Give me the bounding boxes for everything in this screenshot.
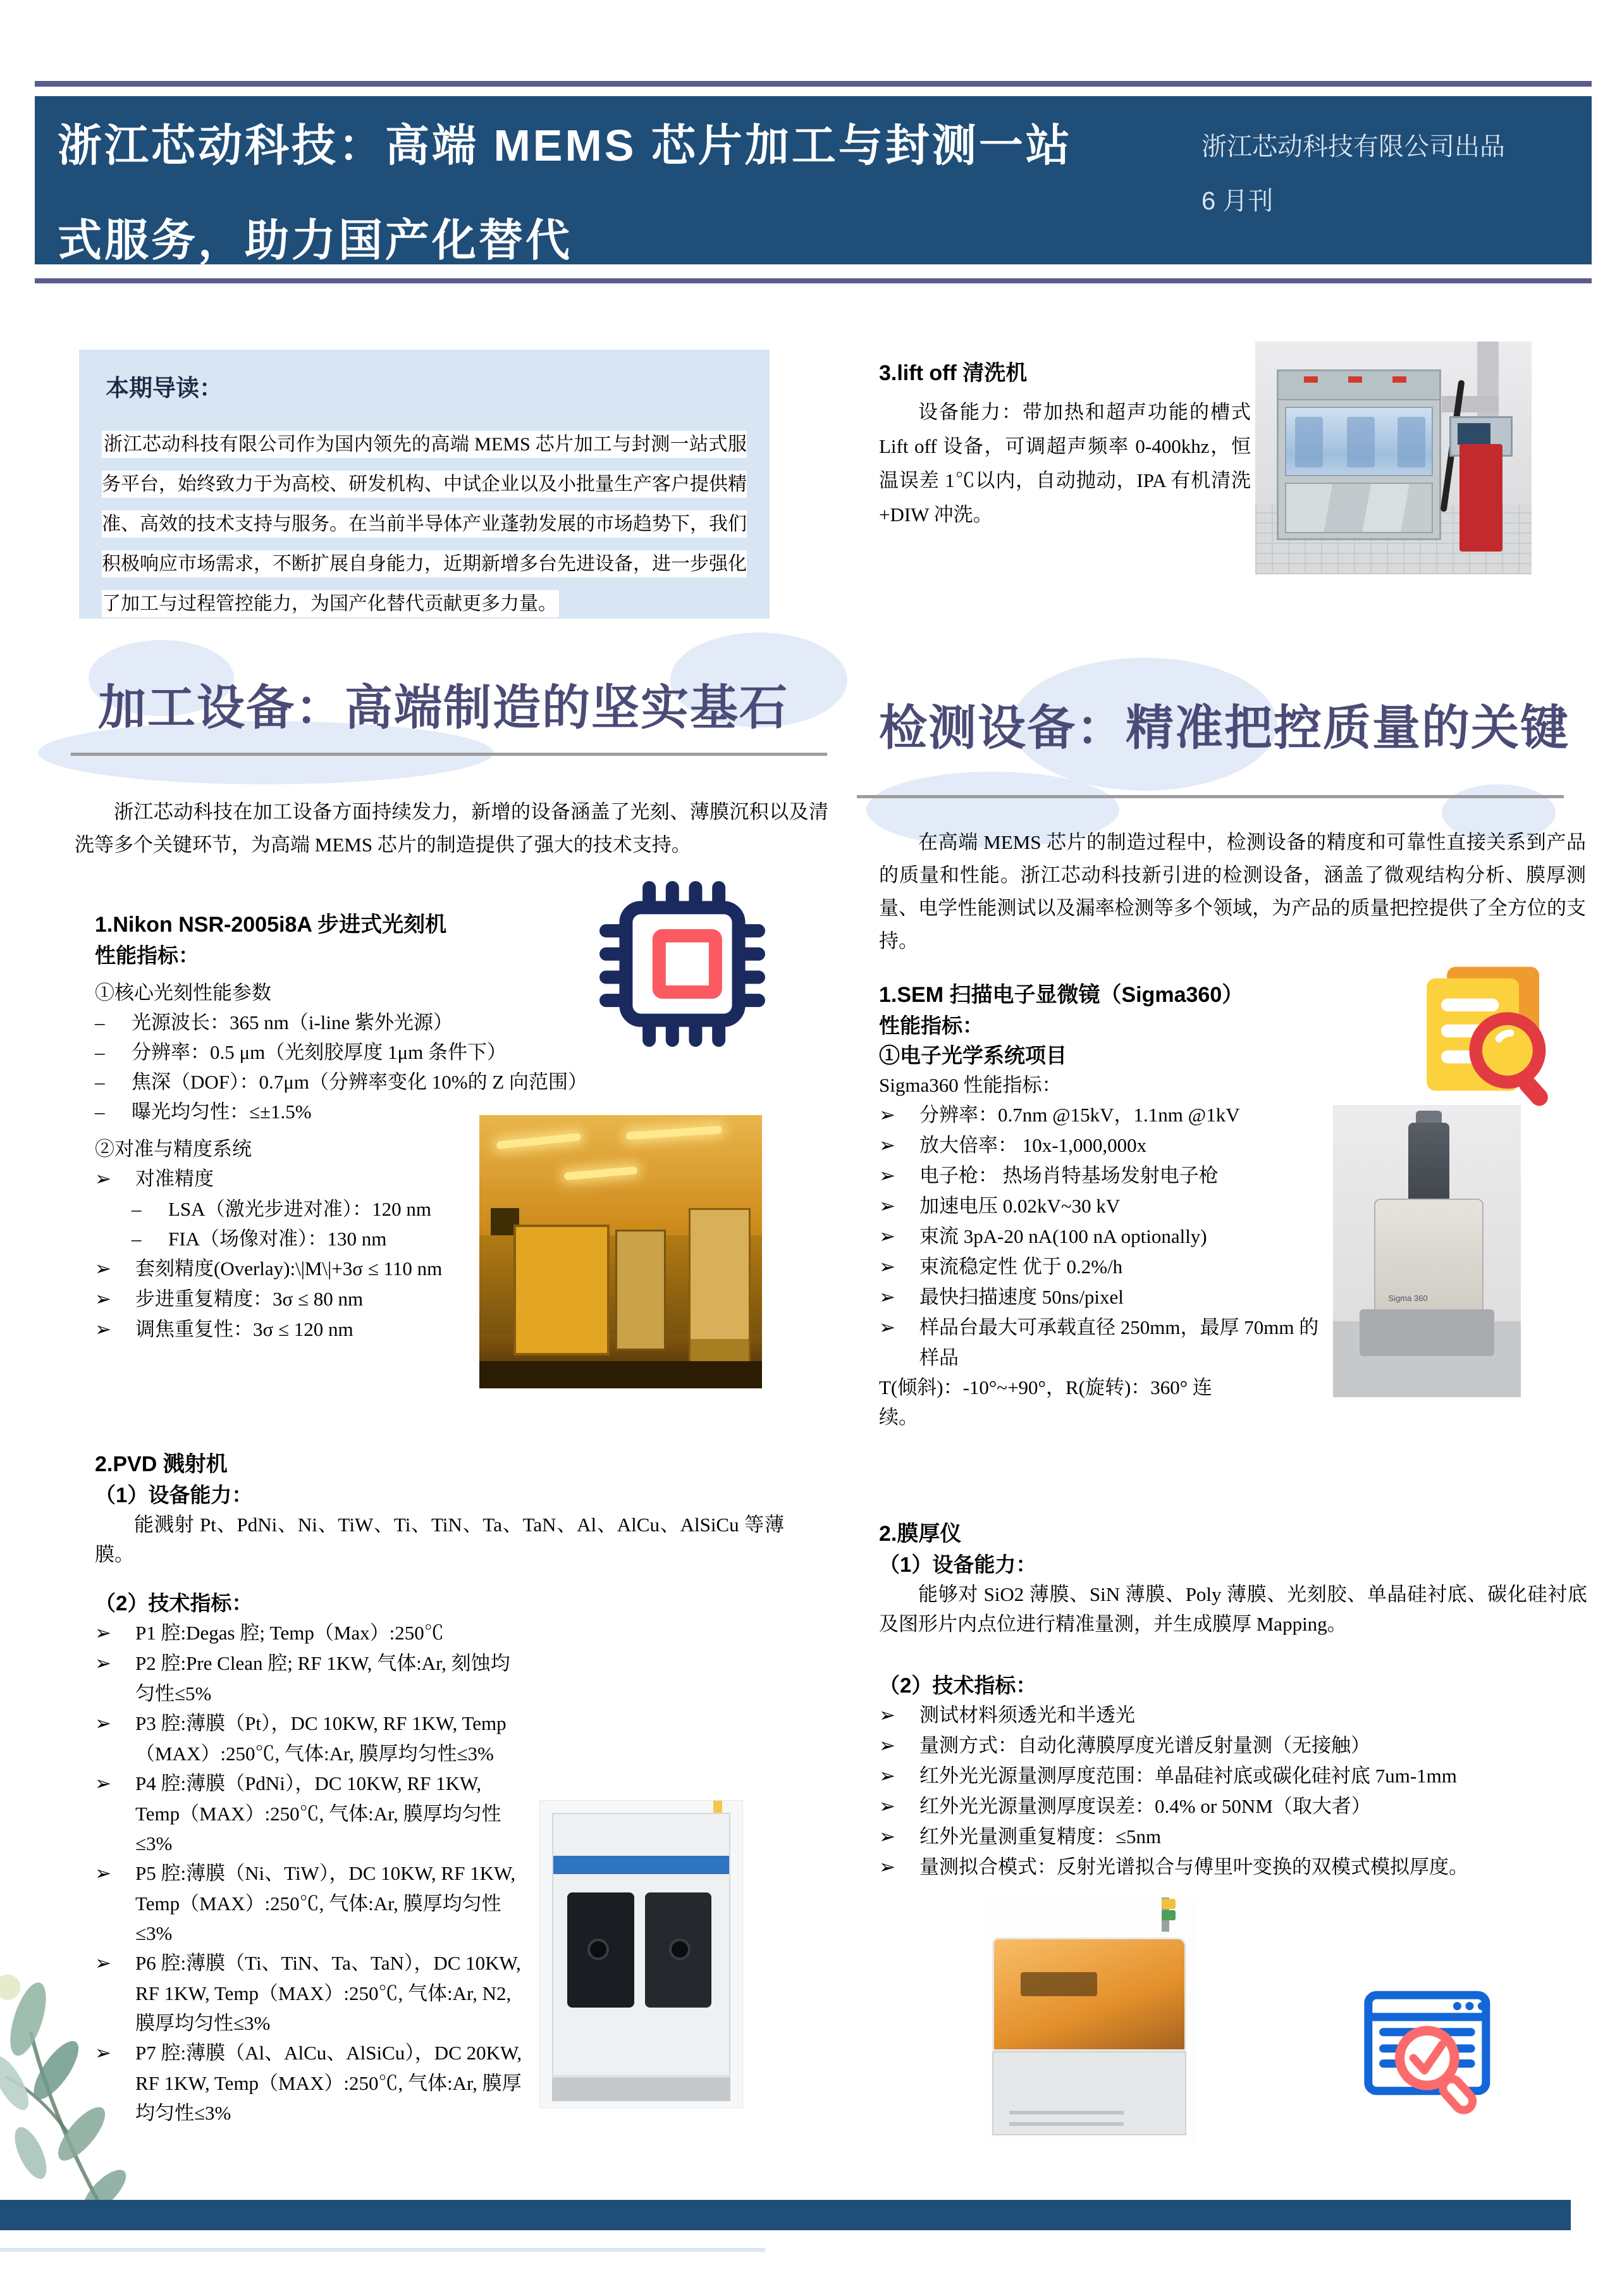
arrow-bullet-icon: ➢ — [879, 1195, 895, 1218]
list-item: ➢ 束流 3pA-20 nA(100 nA optionally) — [879, 1221, 1322, 1252]
thickness-gauge-photo — [984, 1898, 1195, 2145]
arrow-bullet-icon: ➢ — [95, 1652, 111, 1675]
webpage-check-icon — [1361, 1986, 1512, 2133]
arrow-bullet-icon: ➢ — [879, 1765, 895, 1787]
list-item: ➢ 步进重复精度：3σ ≤ 80 nm — [95, 1284, 512, 1314]
thickness-title: 2.膜厚仪 — [879, 1522, 962, 1546]
issue-label: 6 月刊 — [1201, 187, 1274, 215]
dash-icon: – — [95, 1071, 105, 1093]
dash-icon: – — [132, 1198, 142, 1220]
intro-box — [79, 350, 770, 619]
arrow-bullet-icon: ➢ — [879, 1704, 895, 1727]
arrow-bullet-icon: ➢ — [879, 1286, 895, 1309]
list-item: ➢ P2 腔:Pre Clean 腔; RF 1KW, 气体:Ar, 刻蚀均匀性≤5% — [95, 1648, 525, 1708]
arrow-bullet-icon: ➢ — [879, 1316, 895, 1339]
list-item: ➢ 量测拟合模式：反射光谱拟合与傅里叶变换的双模式模拟厚度。 — [879, 1852, 1600, 1882]
list-item: ➢ 红外光光源量测厚度误差：0.4% or 50NM（取大者） — [879, 1791, 1600, 1822]
list-item: ➢ 套刻精度(Overlay):\|M\|+3σ ≤ 110 nm — [95, 1254, 512, 1284]
list-item: ➢ 对准精度 — [95, 1164, 803, 1194]
process-section-intro: 浙江芯动科技在加工设备方面持续发力，新增的设备涵盖了光刻、薄膜沉积以及清洗等多个关键环节，为高端 MEMS 芯片的制造提供了强大的技术支持。 — [75, 801, 828, 856]
nikon-metrics-label: 性能指标： — [95, 944, 199, 967]
arrow-bullet-icon: ➢ — [95, 1772, 111, 1795]
arrow-bullet-icon: ➢ — [879, 1134, 895, 1157]
list-item: ➢ P4 腔:薄膜（PdNi），DC 10KW, RF 1KW, Temp（MAX）:250℃, 气体:Ar, 膜厚均匀性≤3% — [95, 1768, 525, 1858]
inspect-section-intro: 在高端 MEMS 芯片的制造过程中，检测设备的精度和可靠性直接关系到产品的质量和性能。浙江芯动科技新引进的检测设备，涵盖了微观结构分析、膜厚测量、电学性能测试以及漏率检测等多个领域，为产品的质量把控提供了全方位的支持。 — [879, 831, 1586, 952]
arrow-bullet-icon: ➢ — [95, 1318, 111, 1341]
sem-group1: ①电子光学系统项目 — [879, 1044, 1067, 1067]
dash-icon: – — [95, 1101, 105, 1123]
sem-sub-label: Sigma360 性能指标： — [879, 1074, 1062, 1096]
pvd-spec-label: （2）技术指标： — [95, 1591, 253, 1615]
arrow-bullet-icon: ➢ — [95, 1288, 111, 1311]
list-item: ➢ 最快扫描速度 50ns/pixel — [879, 1282, 1322, 1312]
nikon-title: 1.Nikon NSR-2005i8A 步进式光刻机 — [95, 913, 447, 937]
list-item: ➢ 红外光光源量测厚度范围：单晶硅衬底或碳化硅衬底 7um-1mm — [879, 1761, 1600, 1791]
list-item: ➢ P1 腔:Degas 腔; Temp（Max）:250℃ — [95, 1618, 525, 1648]
arrow-bullet-icon: ➢ — [879, 1856, 895, 1879]
list-item: – 焦深（DOF）：0.7μm（分辨率变化 10%的 Z 向范围） — [95, 1067, 803, 1097]
list-item: – FIA（场像对准）：130 nm — [95, 1224, 803, 1254]
list-item: ➢ 电子枪： 热场肖特基场发射电子枪 — [879, 1161, 1322, 1191]
arrow-bullet-icon: ➢ — [879, 1256, 895, 1278]
process-section-title: 加工设备：高端制造的坚实基石 — [98, 681, 789, 735]
sem-photo-label: Sigma 360 — [1388, 1293, 1428, 1303]
list-item: ➢ 调焦重复性：3σ ≤ 120 nm — [95, 1314, 512, 1345]
header-bottom-divider — [35, 278, 1592, 283]
arrow-bullet-icon: ➢ — [95, 1712, 111, 1735]
thickness-section — [879, 1518, 1600, 1882]
liftoff-machine-photo — [1255, 342, 1532, 574]
list-item: ➢ P7 腔:薄膜（Al、AlCu、AlSiCu），DC 20KW, RF 1KW, Temp（MAX）:250℃, 气体:Ar, 膜厚均匀性≤3% — [95, 2038, 525, 2128]
footer-band — [0, 2200, 1571, 2230]
lithography-machine-photo — [479, 1115, 762, 1388]
sem-metrics-label: 性能指标： — [879, 1014, 983, 1037]
arrow-bullet-icon: ➢ — [879, 1225, 895, 1248]
leaf-decoration — [0, 1916, 158, 2237]
list-item: ➢ P6 腔:薄膜（Ti、TiN、Ta、TaN），DC 10KW, RF 1KW, Temp（MAX）:250℃, 气体:Ar, N2, 膜厚均匀性≤3% — [95, 1948, 525, 2038]
list-item: ➢ P5 腔:薄膜（Ni、TiW），DC 10KW, RF 1KW, Temp（MAX）:250℃, 气体:Ar, 膜厚均匀性≤3% — [95, 1858, 525, 1948]
list-item: ➢ 加速电压 0.02kV~30 kV — [879, 1191, 1322, 1221]
list-item: ➢ 量测方式：自动化薄膜厚度光谱反射量测（无接触） — [879, 1731, 1600, 1761]
liftoff-body: 设备能力：带加热和超声功能的槽式 Lift off 设备，可调超声频率 0-400khz，恒温误差 1℃以内，自动抛动，IPA 有机清洗+DIW 冲洗。 — [879, 401, 1251, 526]
top-divider — [35, 81, 1592, 87]
sem-instrument-photo — [1333, 1105, 1521, 1397]
publisher-name: 浙江芯动科技有限公司出品 — [1201, 133, 1505, 161]
pvd-capability-body: 能溅射 Pt、PdNi、Ni、TiW、Ti、TiN、Ta、TaN、Al、AlCu、AlSiCu 等薄膜。 — [95, 1514, 784, 1565]
sem-title: 1.SEM 扫描电子显微镜（Sigma360） — [879, 983, 1244, 1007]
arrow-bullet-icon: ➢ — [879, 1795, 895, 1818]
page-title-line1: 浙江芯动科技：高端 MEMS 芯片加工与封测一站 — [58, 121, 1072, 170]
dash-icon: – — [95, 1011, 105, 1034]
bottom-accent-line — [0, 2248, 765, 2252]
arrow-bullet-icon: ➢ — [95, 1168, 111, 1190]
arrow-bullet-icon: ➢ — [95, 1952, 111, 1975]
list-item: – 曝光均匀性：≤±1.5% — [95, 1097, 803, 1126]
inspect-section-title: 检测设备：精准把控质量的关键 — [879, 701, 1570, 755]
list-item: ➢ 样品台最大可承载直径 250mm，最厚 70mm 的样品 — [879, 1312, 1322, 1373]
liftoff-title: 3.lift off 清洗机 — [879, 361, 1028, 385]
arrow-bullet-icon: ➢ — [95, 1622, 111, 1645]
liftoff-section — [879, 356, 1251, 532]
list-item: ➢ 分辨率：0.7nm @15kV，1.1nm @1kV — [879, 1100, 1322, 1130]
arrow-bullet-icon: ➢ — [95, 1257, 111, 1280]
list-item: ➢ 放大倍率： 10x-1,000,000x — [879, 1130, 1322, 1161]
list-item: ➢ 红外光量测重复精度：≤5nm — [879, 1822, 1600, 1852]
pvd-title: 2.PVD 溅射机 — [95, 1452, 228, 1476]
nikon-group1: ①核心光刻性能参数 — [95, 982, 271, 1004]
list-item: ➢ 测试材料须透光和半透光 — [879, 1700, 1600, 1731]
list-item: ➢ 束流稳定性 优于 0.2%/h — [879, 1252, 1322, 1282]
section-rule — [71, 753, 827, 756]
arrow-bullet-icon: ➢ — [879, 1734, 895, 1757]
sem-tilt-note: T(倾斜)：-10°~+90°，R(旋转)：360° 连续。 — [879, 1376, 1212, 1428]
arrow-bullet-icon: ➢ — [879, 1164, 895, 1187]
thickness-spec-label: （2）技术指标： — [879, 1674, 1037, 1697]
thickness-capability-label: （1）设备能力： — [879, 1553, 1037, 1576]
dash-icon: – — [132, 1228, 142, 1250]
arrow-bullet-icon: ➢ — [95, 1862, 111, 1885]
list-item: ➢ P3 腔:薄膜（Pt），DC 10KW, RF 1KW, Temp（MAX）:250℃, 气体:Ar, 膜厚均匀性≤3% — [95, 1708, 525, 1768]
intro-box-title: 本期导读： — [106, 375, 223, 401]
arrow-bullet-icon: ➢ — [879, 1825, 895, 1848]
arrow-bullet-icon: ➢ — [879, 1104, 895, 1126]
intro-box-body: 浙江芯动科技有限公司作为国内领先的高端 MEMS 芯片加工与封测一站式服务平台，始终致力于为高校、研发机构、中试企业以及小批量生产客户提供精准、高效的技术支持与服务。在当前半导体产业蓬勃发展的市场趋势下，我们积极响应市场需求，不断扩展自身能力，近期新增多台先进设备，进一步强化了加工与过程管控能力，为国产化替代贡献更多力量。 — [102, 424, 747, 624]
list-item: – 分辨率：0.5 μm（光刻胶厚度 1μm 条件下） — [95, 1037, 803, 1067]
header-band — [35, 96, 1592, 264]
page-title-line2: 式服务，助力国产化替代 — [58, 216, 572, 265]
section-rule — [857, 795, 1564, 798]
list-item: – LSA（激光步进对准）：120 nm — [95, 1194, 803, 1224]
nikon-group2: ②对准与精度系统 — [95, 1138, 252, 1160]
pvd-capability-label: （1）设备能力： — [95, 1483, 253, 1507]
list-item: – 光源波长：365 nm（i-line 紫外光源） — [95, 1008, 803, 1037]
arrow-bullet-icon: ➢ — [95, 2042, 111, 2065]
thickness-capability-body: 能够对 SiO2 薄膜、SiN 薄膜、Poly 薄膜、光刻胶、单晶硅衬底、碳化硅衬底及图形片内点位进行精准量测，并生成膜厚 Mapping。 — [879, 1583, 1587, 1635]
dash-icon: – — [95, 1041, 105, 1063]
pvd-machine-photo — [539, 1800, 743, 2108]
